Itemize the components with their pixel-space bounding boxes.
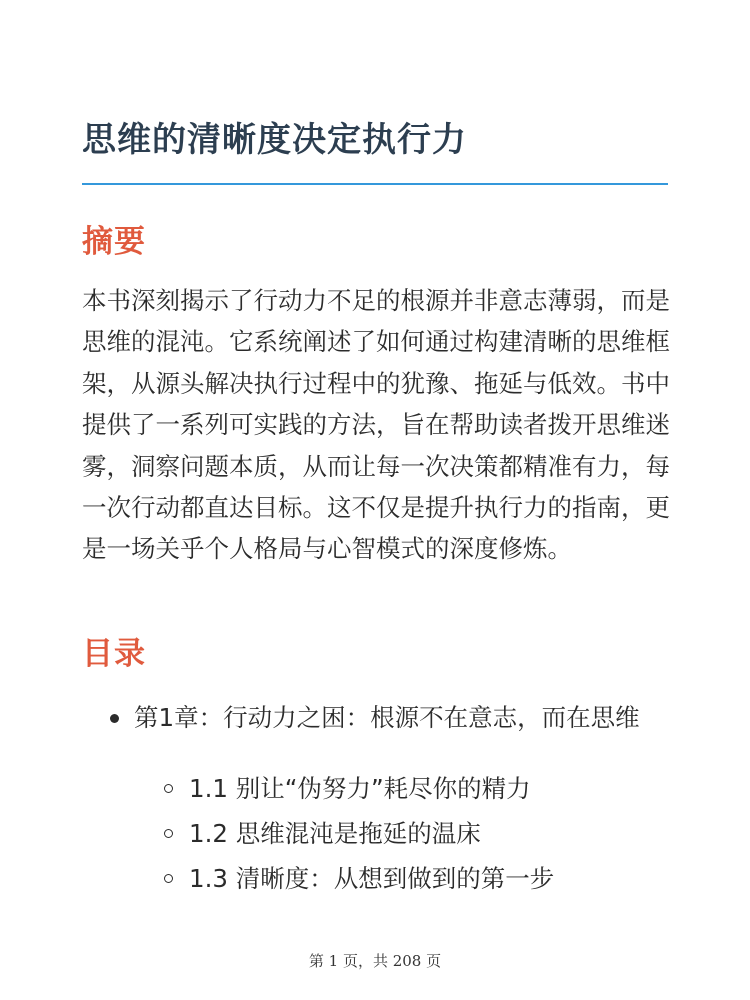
title-divider xyxy=(82,183,668,185)
toc-section-1-3 xyxy=(82,856,668,901)
toc-section-label: 1.1 别让“伪努力”耗尽你的精力 xyxy=(189,774,531,803)
toc-heading: 目录 xyxy=(82,636,146,672)
document-title: 思维的清晰度决定执行力 xyxy=(82,120,467,160)
toc-section-label: 1.2 思维混沌是拖延的温床 xyxy=(189,819,481,848)
table-of-contents xyxy=(82,697,668,901)
toc-section-label: 1.3 清晰度：从想到做到的第一步 xyxy=(189,864,555,893)
bullet-circle-icon xyxy=(164,874,173,883)
summary-heading: 摘要 xyxy=(82,224,146,260)
toc-chapter-1 xyxy=(82,697,668,901)
bullet-circle-icon xyxy=(164,829,173,838)
toc-chapter-1-sections xyxy=(134,766,668,901)
toc-chapter-label: 第1章：行动力之困：根源不在意志，而在思维 xyxy=(134,703,640,732)
bullet-disc-icon xyxy=(110,714,119,723)
page-number-footer: 第 1 页，共 208 页 xyxy=(308,952,442,970)
toc-section-1-1 xyxy=(82,766,668,811)
toc-section-1-2 xyxy=(82,811,668,856)
document-page xyxy=(82,0,668,1000)
summary-paragraph: 本书深刻揭示了行动力不足的根源并非意志薄弱，而是思维的混沌。它系统阐述了如何通过构建清晰的思维框架，从源头解决执行过程中的犹豫、拖延与低效。书中提供了一系列可实践的方法，旨在帮助读者拨开思维迷雾，洞察问题本质，从而让每一次决策都精准有力，每一次行动都直达目标。这不仅是提升执行力的指南，更是一场关乎个人格局与心智模式的深度修炼。 xyxy=(82,286,670,564)
bullet-circle-icon xyxy=(164,784,173,793)
